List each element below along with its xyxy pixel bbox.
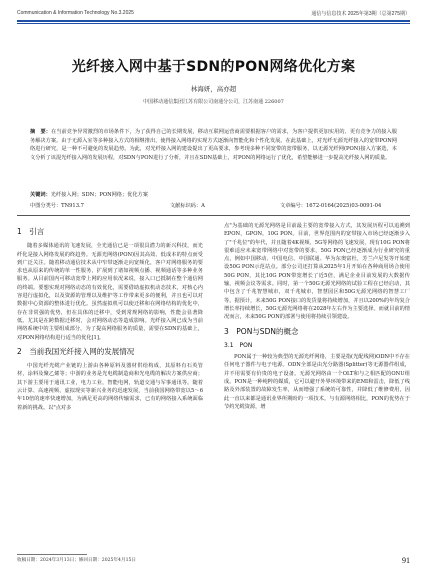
section-1-heading: 1 引言: [17, 227, 45, 236]
journal-header-left: Communication & Information Technology No.3.2025: [17, 10, 134, 16]
section-2-paragraph: 中国光纤光缆产业链的上游由各种原料及器材供给构成，其原料有石英管材，涂料及聚乙烯等；中游的业务是光电缆制造商和光电缆的解决方案供应商；其下游主要用于通讯工业，电力工业，智能电网，轨道交通与军事通讯等。随着云计算、高速视频、虚拟现实等新兴业务的迅速发展，当前我国网络带宽以5～6年10倍的速率快速增加，为满足更高的网络传输需求，已有的网络接入系统面临着新的挑战。以"点对多: [17, 363, 203, 411]
section-3-1-heading: 3.1 PON: [224, 341, 253, 349]
page-number: 91: [402, 556, 410, 565]
abstract-label: 摘 要：: [30, 129, 51, 135]
section-2-heading: 2 当前我国光纤接入网的发展情况: [17, 346, 135, 356]
continued-paragraph: 点"为基础的无源光网络是目前最主要的宽带接入方式，其发展历程可以追溯到EPON，GPON，10G PON。目前，世界范围内的宽带接入市场已经逐渐步入了"千兆位"的年代，并且随着4K视频、5G等网络的飞速发展，现有10G PON将很难适应未来宽带网络中对宽带的要求，50G PON已经逐渐成为行业研究的重点，例如中国移动、中国电信、中国联通、华为东奥富杜，芳兰卢尼发等开始建设50G PON示范站点。部分公司还打算从2025年1月开始在各种商用场合使用50G PON，其比10G PON带宽增长了近5倍，满足企业目前发展的大数据传输，视频会议等需求。同时，第一个50G无源光网络的试验工程在已经启动，其中包含了千兆智慧城市，双千兆城市，智慧园区和50G无源光网络的智慧工厂等。据预计，未来50G PON接口的发货量将持续增加，并且以200%的年均复合增长率持续增长，50G无源光网络将在2028年左右作为主要选择。而就目前的情况而言，未来50G PON的部署与使用将持续引领建设。: [224, 223, 410, 321]
article-meta: [30, 202, 397, 211]
affiliation: 中国移动通信集团江苏有限公司南通分公司，江苏南通 226007: [143, 99, 284, 105]
document-code: 文献标识码：A: [170, 203, 205, 209]
keywords-label: 关键词：: [30, 192, 51, 198]
article-id: 文章编号：1672-0164(2025)03-0091-04: [280, 203, 382, 209]
meta-rule: [17, 215, 410, 216]
keywords: [30, 191, 397, 198]
abstract: [30, 128, 397, 162]
clc-number: 中图分类号：TN913.7: [30, 203, 84, 209]
running-header: [17, 8, 410, 20]
footnote-rule: [17, 554, 87, 555]
header-rule-thin: [17, 23, 410, 24]
left-column: [17, 222, 203, 412]
section-3-heading: 3 PON与SDN的概念: [224, 326, 299, 336]
section-3-1-paragraph: PON属于一种较为典型的无源光纤网络，主要是指(光配线网)ODN中不存在任何电子器件与电子电源。ODN全部是由光分路器(Splitter)等无源器件组成，并不用需要有价贵的电子设备。无源光网络由一个OLT和与之相匹配的ONU组成。PON是一种纯粹的媒质，它可以避开外界环境带来的EMI和雷击，降低了线路及外部装置的故障发生率，从而增强了系统的可靠性，并降低了维修费用，因此一直以来都是通讯业界所期盼的一项技术。与有源网络相比，PON的优势在于节约光缆资源，增: [224, 354, 410, 410]
header-rule-thick: [17, 20, 410, 22]
paper-title: 光纤接入网中基于SDN的PON网络优化方案: [71, 59, 356, 75]
journal-header-right: 通信与信息技术 2025年第3期（总第275期）: [311, 11, 410, 17]
keywords-text: 光纤接入网；SDN；PON网络；优化方案: [50, 192, 148, 198]
received-date-footnote: 收稿日期：2024年3月13日；修回日期：2025年4月15日: [17, 558, 137, 563]
right-column: [224, 222, 410, 411]
abstract-text: 在当前竞争异常激烈的市场条件下，为了获得自己的长期发展，移动互联网运营商需要根据客户的需求，为客户提供更加实用的、更有竞争力的接入服务解决方案。由于无源入室等多种接入方式的相继推出，使得接入网络的实现方式逐渐向智能化和个性化发展。在此基础上，对光纤无源光纤接入的宽带PON网络进行研究，是一种不可避免的发展趋势。为此，对光纤接入网的建设提出了更高要求，参考现多种不同宽带的宽带服务，以无源光纤网(PON)接入方案选，本文分析了该混光纤接入网的发展历程，对SDN与PON进行了分析，并且在SDN基础上，对PON的网络运行了优化，希望能够进一步提高光纤接入网的质量。: [30, 129, 397, 161]
authors: 林海妍，高亦超: [190, 85, 237, 93]
section-1-paragraph: 随着多媒体通讯的飞速发展，全光通信已是一项很具潜力的新兴科技，而光纤化是接入网络发展的终趋势。无源光网络(PON)因其高效、低成本的特点而受到广泛关注。随着移动通信技术从中窄带逐渐走向宽频化，客户对网络服务的要求也从原来的传统的单一性服务，扩展到了诸如视频点播、视频通话等多种业务服务。从目前国内可移动宽带上网的应用状况来说，接入口已抵制在整个通信网的终端。要想实现对网络动态的有效优化，需要借助虚拟机动态技术，对核心内容进行虚拟化，以及资源的管理以及维护等工作带来更多的便利，并且也可以对数据中心资源的整体进行优化。虽然虚拟机可以使迁移和在网络结构的优化中，存在非常强的优势，但在具体的迁移中，受到常规网络的影响，性能会显著降低。尤其是在跨数据迁移时，会对网络动态等造成影响。光纤接入网已成为当前网络系统中的主要组成部分，为了提高网络服务的质量，需要在SDN的基础上，对PON网络结构进行适当的优化[1]。: [17, 243, 203, 341]
